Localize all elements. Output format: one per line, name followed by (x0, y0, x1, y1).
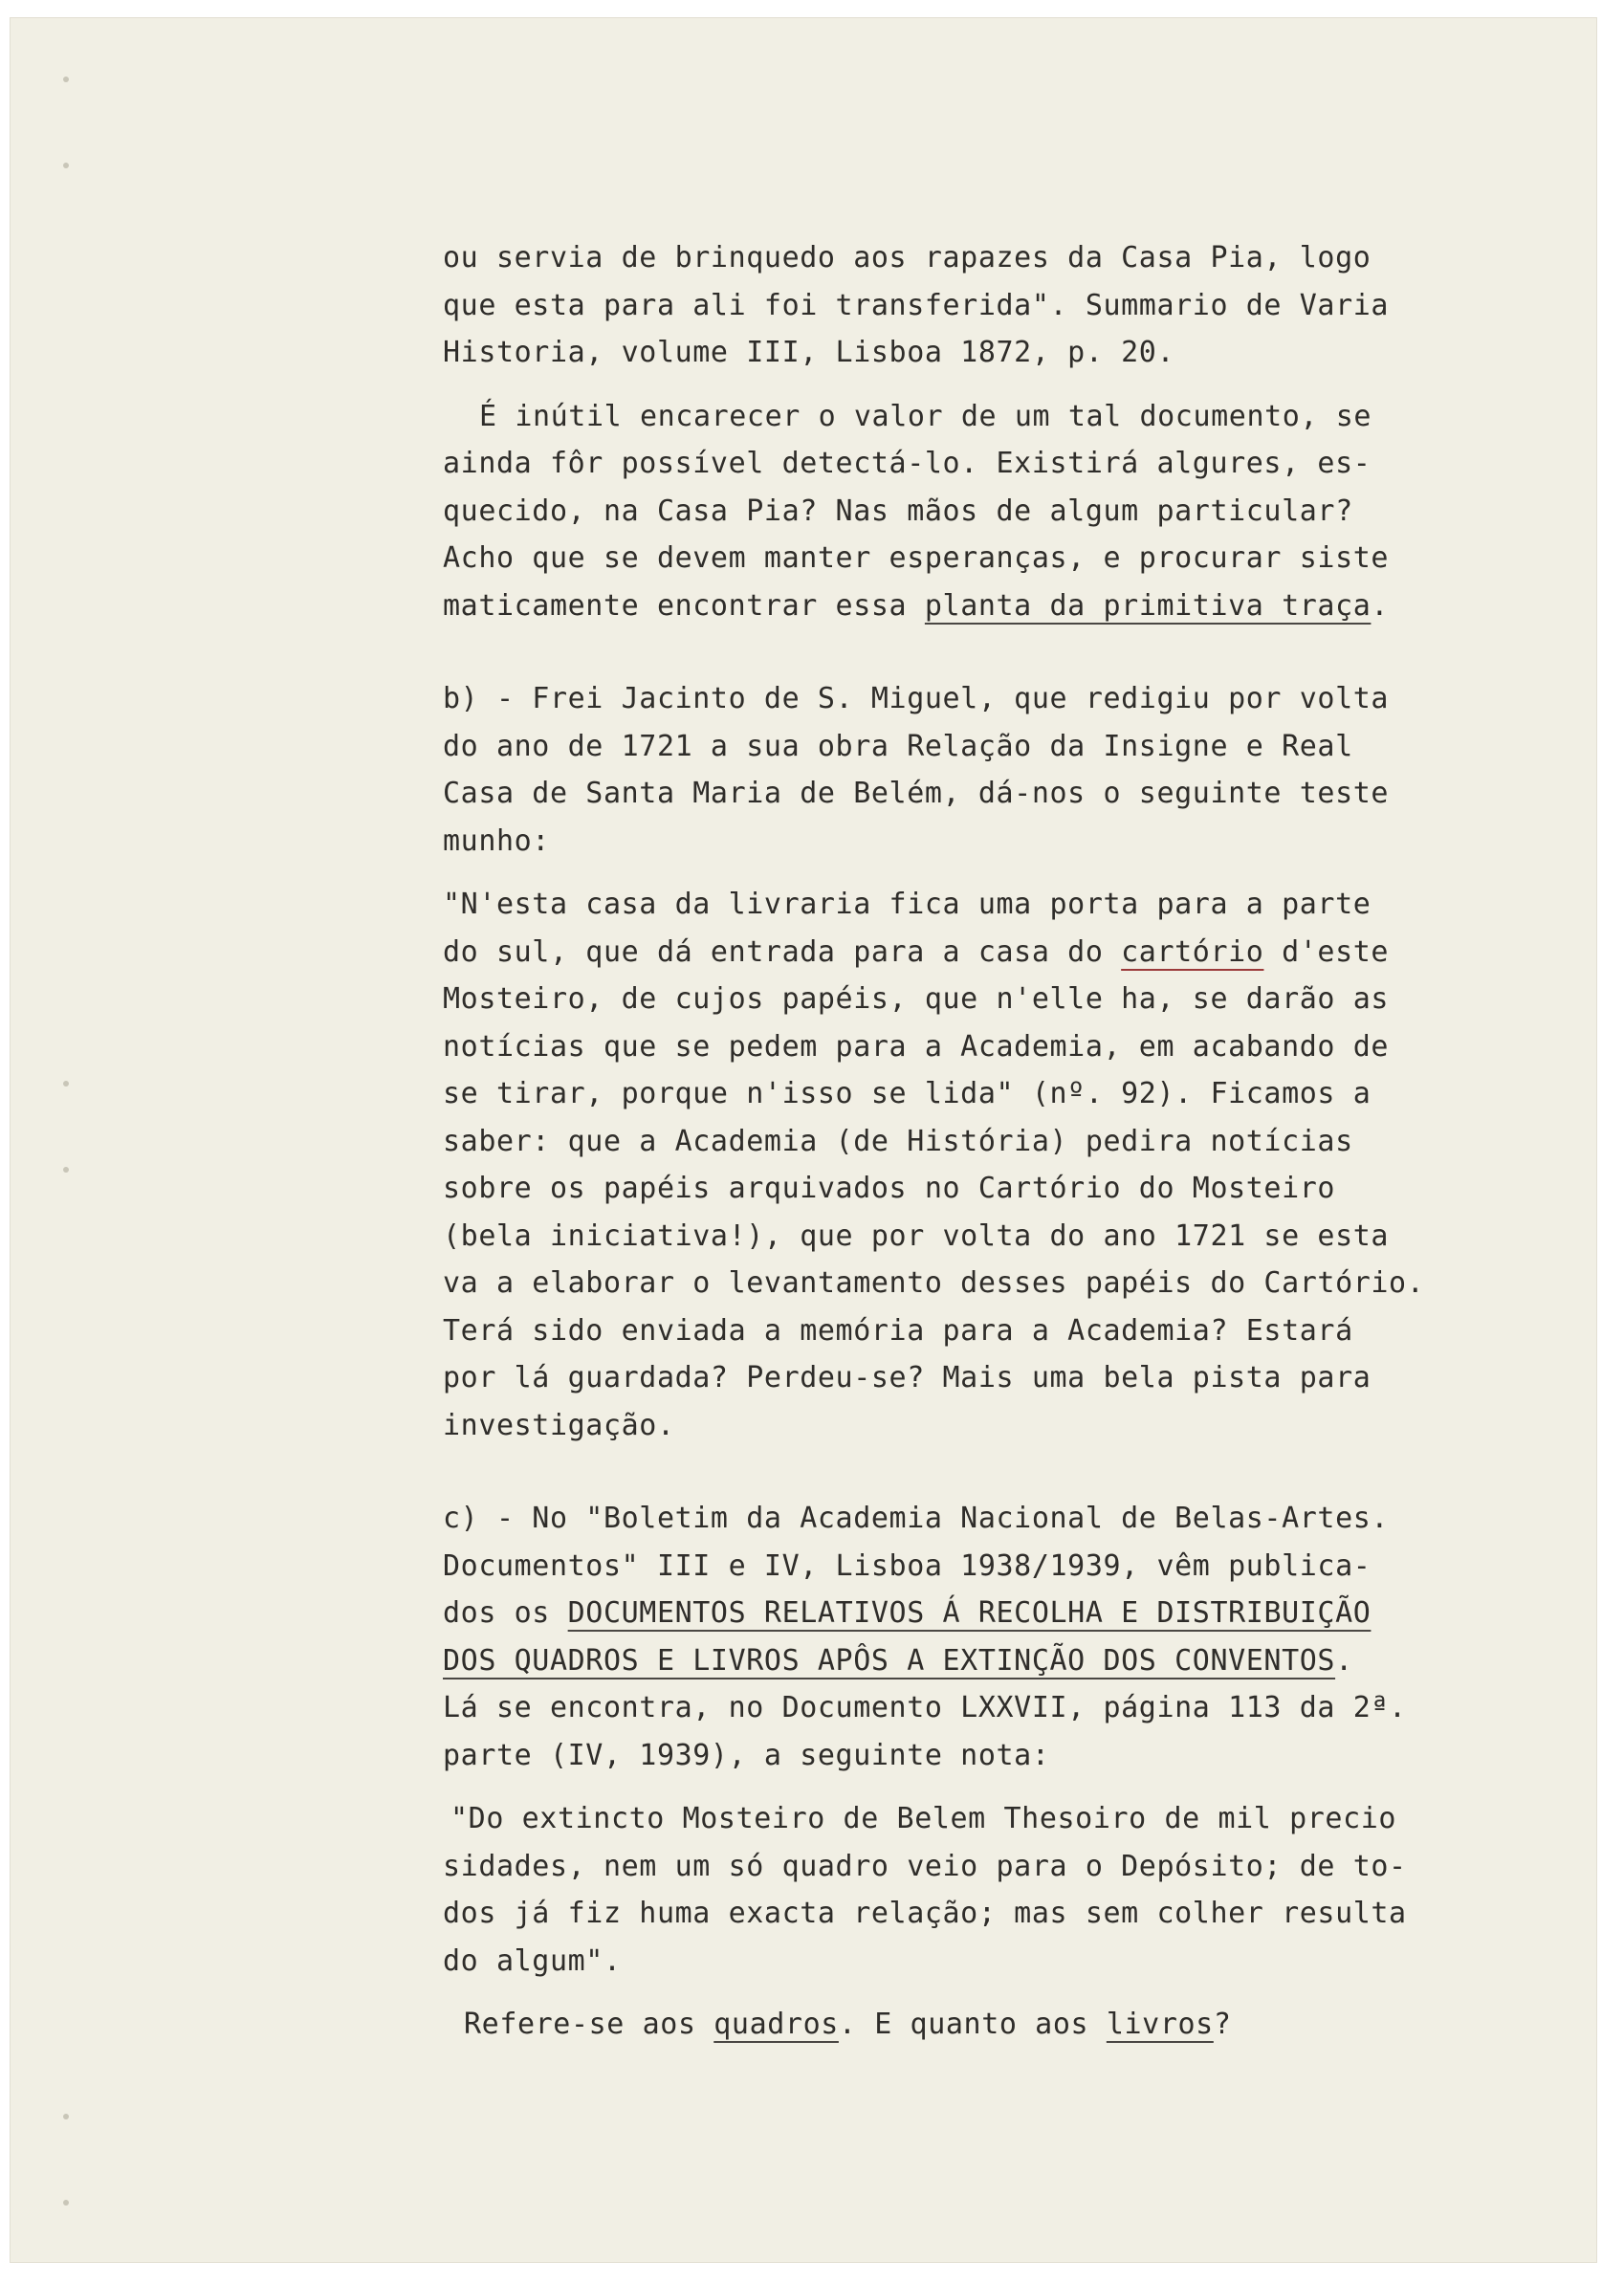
text-line: Historia, volume III, Lisboa 1872, p. 20. (443, 336, 1175, 369)
paragraph-boletim (443, 1495, 1514, 1779)
text-line: Lá se encontra, no Documento LXXVII, página 113 da 2ª. (443, 1691, 1407, 1724)
text-line: que esta para ali foi transferida". Summario de Varia (443, 288, 1390, 322)
underlined-word: quadros (713, 2008, 839, 2041)
paragraph-inutil (443, 393, 1514, 630)
text-line: ainda fôr possível detectá-lo. Existirá algures, es- (443, 447, 1372, 480)
text-line (443, 1590, 1514, 1637)
text-line: Casa de Santa Maria de Belém, dá-nos o seguinte teste (443, 777, 1390, 810)
text-line: sidades, nem um só quadro veio para o Depósito; de to- (443, 1849, 1407, 1883)
text-line: investigação. (443, 1408, 675, 1442)
text-line (443, 582, 1514, 630)
quote-livraria (443, 881, 1514, 1449)
text-segment: . (1335, 1643, 1353, 1678)
text-line: parte (IV, 1939), a seguinte nota: (443, 1738, 1050, 1772)
text-segment: ? (1213, 2008, 1232, 2041)
text-line: va a elaborar o levantamento desses papéis do Cartório. (443, 1266, 1425, 1300)
text-segment: d'este (1263, 934, 1390, 969)
binder-hole-mark (63, 2200, 69, 2206)
text-line (443, 929, 1514, 977)
text-line: Terá sido enviada a memória para a Academia? Estará (443, 1313, 1353, 1348)
text-line: (bela iniciativa!), que por volta do ano 1721 se esta (443, 1218, 1390, 1253)
text-line: ou servia de brinquedo aos rapazes da Casa Pia, logo (443, 241, 1372, 274)
text-line: por lá guardada? Perdeu-se? Mais uma bela pista para (443, 1361, 1372, 1394)
text-segment: dos os (443, 1596, 568, 1630)
text-line: do algum". (443, 1943, 622, 1978)
paragraph-frei-jacinto (443, 675, 1514, 865)
text-line (443, 1637, 1514, 1685)
text-line: dos já fiz huma exacta relação; mas sem colher resulta (443, 1897, 1407, 1930)
text-line: "N'esta casa da livraria fica uma porta para a parte (443, 888, 1372, 921)
text-line: c) - No "Boletim da Academia Nacional de Belas-Artes. (443, 1502, 1390, 1535)
text-line: saber: que a Academia (de História) pedira notícias (443, 1124, 1353, 1158)
binder-hole-mark (63, 77, 69, 82)
text-segment: maticamente encontrar essa (443, 588, 925, 623)
text-line: Acho que se devem manter esperanças, e procurar siste (443, 541, 1390, 575)
text-line: Documentos" III e IV, Lisboa 1938/1939, vêm publica- (443, 1548, 1372, 1583)
text-line: munho: (443, 823, 550, 858)
paragraph-refere-se (443, 2001, 1514, 2049)
quote-mosteiro-belem (443, 1795, 1514, 1985)
text-segment: do sul, que dá entrada para a casa do (443, 934, 1122, 969)
text-segment: Refere-se aos (464, 2008, 714, 2041)
text-line: "Do extincto Mosteiro de Belem Thesoiro de mil precio (450, 1802, 1397, 1835)
paragraph-casa-pia (443, 234, 1514, 377)
binder-hole-mark (63, 163, 69, 168)
underlined-word: livros (1106, 2008, 1214, 2041)
text-segment: . E quanto aos (838, 2008, 1107, 2041)
typewritten-text (443, 234, 1514, 2049)
text-segment: . (1371, 588, 1390, 623)
binder-hole-mark (63, 1081, 69, 1087)
underlined-title: DOCUMENTOS RELATIVOS Á RECOLHA E DISTRIBUIÇÃO (567, 1596, 1372, 1630)
text-line: quecido, na Casa Pia? Nas mãos de algum particular? (443, 494, 1353, 528)
text-line: sobre os papéis arquivados no Cartório do Mosteiro (443, 1172, 1336, 1205)
underlined-phrase: planta da primitiva traça (924, 588, 1372, 623)
text-line: do ano de 1721 a sua obra Relação da Insigne e Real (443, 729, 1353, 763)
text-line: b) - Frei Jacinto de S. Miguel, que redigiu por volta (443, 682, 1390, 715)
text-line: É inútil encarecer o valor de um tal documento, se (479, 399, 1372, 433)
binder-hole-mark (63, 1167, 69, 1173)
binder-hole-mark (63, 2114, 69, 2119)
text-line (443, 2001, 1514, 2049)
text-line: se tirar, porque n'isso se lida" (nº. 92). Ficamos a (443, 1077, 1372, 1110)
underlined-title: DOS QUADROS E LIVROS APÔS A EXTINÇÃO DOS CONVENTOS (443, 1643, 1336, 1678)
underlined-word: cartório (1121, 934, 1264, 969)
text-line: notícias que se pedem para a Academia, em acabando de (443, 1029, 1390, 1064)
text-line: Mosteiro, de cujos papéis, que n'elle ha, se darão as (443, 982, 1390, 1016)
